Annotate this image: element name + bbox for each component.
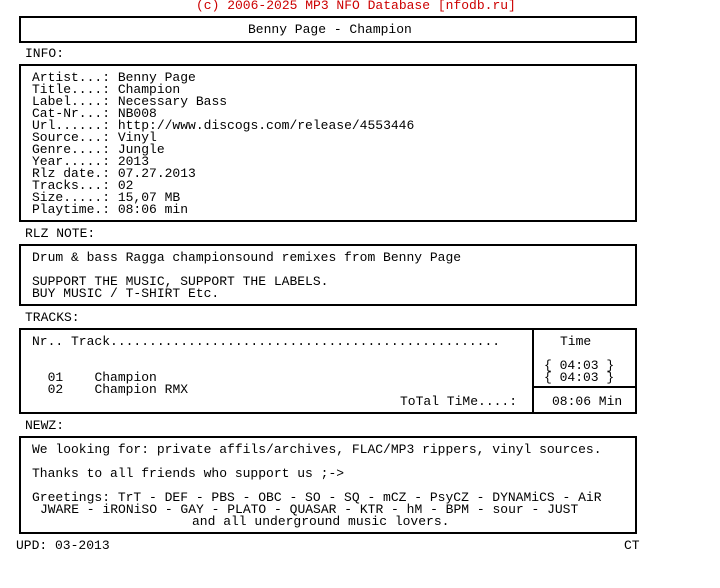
info-value: 15,07 MB xyxy=(117,190,181,205)
info-key: Size.....: xyxy=(32,190,111,205)
info-value: NB008 xyxy=(117,106,157,121)
rlz-note-line-1: Drum & bass Ragga championsound remixes from Benny Page xyxy=(32,250,462,265)
info-value: Jungle xyxy=(117,142,165,157)
info-section-label: INFO: xyxy=(25,46,65,61)
info-value: 02 xyxy=(117,178,134,193)
info-key: Url......: xyxy=(32,118,111,133)
info-key: Cat-Nr...: xyxy=(32,106,111,121)
total-time-value: 08:06 Min xyxy=(552,394,623,409)
copyright-line: (c) 2006-2025 MP3 NFO Database [nfodb.ru] xyxy=(196,0,516,13)
info-key: Tracks...: xyxy=(32,178,111,193)
greetings-line-2: JWARE - iRONiSO - GAY - PLATO - QUASAR - KTR - hM - BPM - sour - JUST xyxy=(40,502,579,517)
track-row xyxy=(32,372,188,396)
info-key: Source...: xyxy=(32,130,111,145)
info-value: Vinyl xyxy=(117,130,157,145)
info-key: Artist...: xyxy=(32,70,111,85)
info-key: Year.....: xyxy=(32,154,111,169)
greetings-line-1: Greetings: TrT - DEF - PBS - OBC - SO - SQ - mCZ - PsyCZ - DYNAMiCS - AiR xyxy=(32,490,602,505)
tracks-section-label: TRACKS: xyxy=(25,310,80,325)
info-value: Necessary Bass xyxy=(117,94,228,109)
page-title: Benny Page - Champion xyxy=(248,22,412,37)
track-time: { 04:03 } xyxy=(544,370,615,385)
track-nr: 02 xyxy=(47,382,64,397)
update-date: UPD: 03-2013 xyxy=(16,538,110,553)
rlz-note-line-3: BUY MUSIC / T-SHIRT Etc. xyxy=(32,286,220,301)
track-nr: 01 xyxy=(47,370,64,385)
info-key: Label....: xyxy=(32,94,111,109)
newz-line-2: Thanks to all friends who support us ;-> xyxy=(32,466,345,481)
total-time-label: ToTal TiMe....: xyxy=(400,394,518,409)
track-title: Champion RMX xyxy=(94,382,189,397)
info-value: http://www.discogs.com/release/4553446 xyxy=(117,118,415,133)
time-header: Time xyxy=(560,334,592,349)
info-value: Champion xyxy=(117,82,181,97)
rlz-note-section-label: RLZ NOTE: xyxy=(25,226,96,241)
track-title: Champion xyxy=(94,370,157,385)
track-time: { 04:03 } xyxy=(544,358,615,373)
newz-line-1: We looking for: private affils/archives, FLAC/MP3 rippers, vinyl sources. xyxy=(32,442,602,457)
info-value: Benny Page xyxy=(117,70,196,85)
info-value: 07.27.2013 xyxy=(117,166,196,181)
newz-section-label: NEWZ: xyxy=(25,418,65,433)
greetings-line-3: and all underground music lovers. xyxy=(192,514,450,529)
footer-right: CT xyxy=(624,538,640,553)
info-key: Title....: xyxy=(32,82,111,97)
tracks-header: Nr.. Track.................................................. xyxy=(32,334,501,349)
info-row xyxy=(32,204,414,216)
info-key: Playtime.: xyxy=(32,202,111,217)
info-list xyxy=(32,72,414,216)
rlz-note-line-2: SUPPORT THE MUSIC, SUPPORT THE LABELS. xyxy=(32,274,329,289)
info-key: Genre....: xyxy=(32,142,111,157)
info-value: 08:06 min xyxy=(117,202,189,217)
info-key: Rlz date.: xyxy=(32,166,111,181)
info-value: 2013 xyxy=(117,154,150,169)
